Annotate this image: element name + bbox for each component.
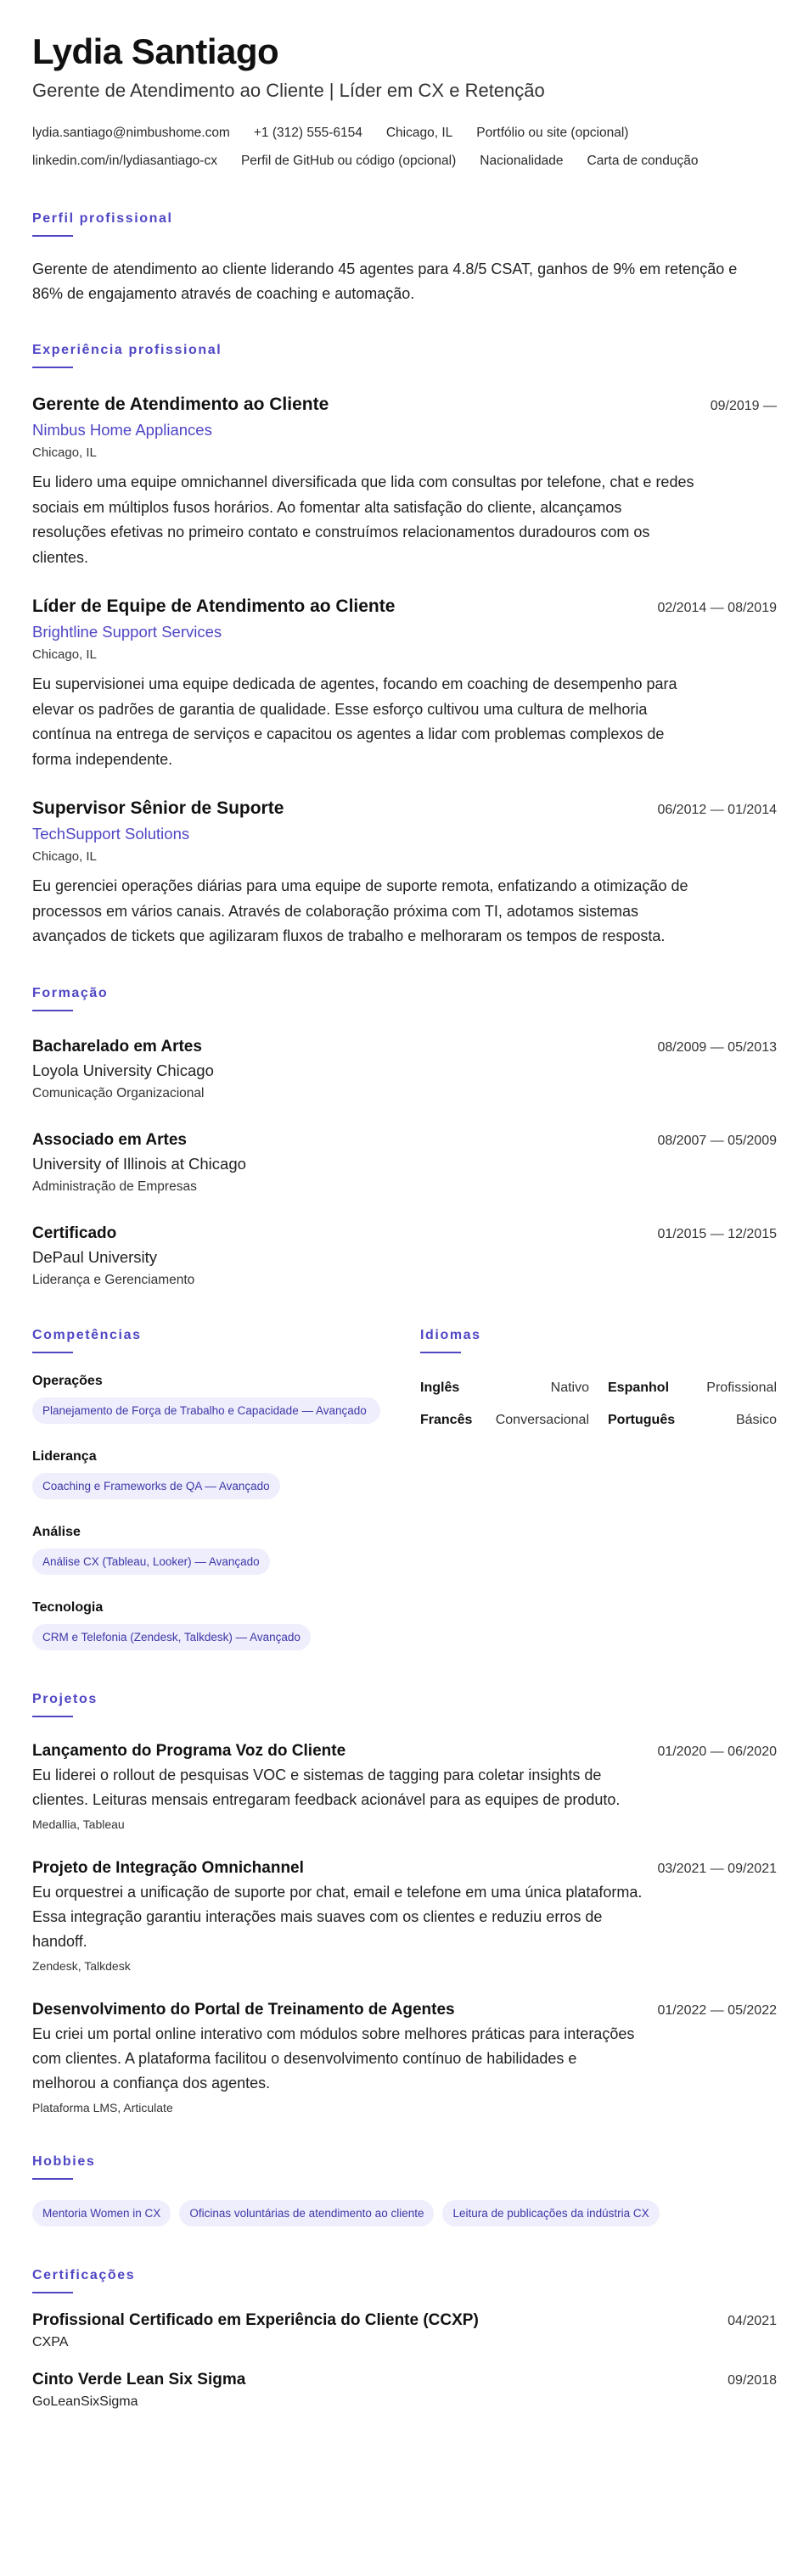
certification-name: Cinto Verde Lean Six Sigma: [32, 2370, 246, 2388]
job-location: Chicago, IL: [32, 647, 97, 662]
skill-chip: Análise CX (Tableau, Looker) — Avançado: [32, 1548, 270, 1575]
company-name: TechSupport Solutions: [32, 825, 190, 843]
education-item: [32, 1035, 777, 1105]
hobby-chip: Mentoria Women in CX: [32, 2200, 171, 2226]
skill-chip: CRM e Telefonia (Zendesk, Talkdesk) — Avançado: [32, 1624, 311, 1650]
job-dates: 02/2014 — 08/2019: [657, 601, 777, 615]
section-divider: [32, 2292, 73, 2293]
language-item: [420, 1404, 589, 1436]
experience-item: [32, 392, 777, 570]
contact-phone[interactable]: +1 (312) 555-6154: [253, 126, 362, 140]
job-dates: 06/2012 — 01/2014: [657, 803, 777, 817]
project-tools: Medallia, Tableau: [32, 1817, 125, 1831]
section-title: Perfil profissional: [32, 211, 173, 226]
language-list: [420, 1372, 777, 1436]
certification-date: 04/2021: [728, 2313, 777, 2328]
section-divider: [420, 1352, 461, 1353]
language-level: Básico: [735, 1412, 777, 1427]
candidate-name: Lydia Santiago: [32, 31, 279, 71]
hobby-chip: Leitura de publicações da indústria CX: [442, 2200, 659, 2226]
language-name: Francês: [420, 1412, 473, 1427]
language-name: Espanhol: [608, 1380, 670, 1395]
field-of-study: Liderança e Gerenciamento: [32, 1272, 195, 1287]
language-name: Português: [608, 1412, 676, 1427]
contact-email[interactable]: lydia.santiago@nimbushome.com: [32, 126, 230, 140]
section-divider: [32, 235, 73, 237]
language-item: [608, 1404, 777, 1436]
degree-name: Certificado: [32, 1224, 117, 1242]
project-item: [32, 1739, 777, 1834]
education-dates: 01/2015 — 12/2015: [657, 1226, 777, 1241]
project-item: [32, 1998, 777, 2118]
company-name: Brightline Support Services: [32, 623, 222, 641]
section-title: Experiência profissional: [32, 343, 222, 357]
section-title: Idiomas: [420, 1327, 481, 1342]
project-description: Eu orquestrei a unificação de suporte por chat, email e telefone em uma única plataforma. Essa integração garantiu interações mais suaves com os clientes e reduziu erros de handoff.: [32, 1883, 643, 1950]
resume-header: [32, 31, 777, 175]
education-dates: 08/2009 — 05/2013: [657, 1039, 777, 1055]
skill-group-name: Análise: [32, 1524, 81, 1539]
hobby-list: [32, 2200, 777, 2232]
language-item: [420, 1372, 589, 1404]
field-of-study: Comunicação Organizacional: [32, 1085, 205, 1100]
school-name: Loyola University Chicago: [32, 1061, 214, 1079]
experience-item: [32, 594, 777, 772]
summary-text: Gerente de atendimento ao cliente liderando 45 agentes para 4.8/5 CSAT, ganhos de 9% em retenção e 86% de engajamento através de coaching e automação.: [32, 260, 738, 302]
job-dates: 09/2019 —: [710, 399, 777, 413]
language-level: Conversacional: [495, 1412, 589, 1427]
projects-section: [32, 1691, 777, 2118]
skill-chip: Planejamento de Força de Trabalho e Capacidade — Avançado: [32, 1397, 380, 1424]
section-divider: [32, 1352, 73, 1353]
section-title: Competências: [32, 1327, 142, 1342]
degree-name: Bacharelado em Artes: [32, 1037, 202, 1056]
section-title: Formação: [32, 985, 109, 1000]
skills-section: [32, 1327, 389, 1655]
contact-driving-license: Carta de condução: [587, 154, 699, 168]
company-name: Nimbus Home Appliances: [32, 421, 212, 439]
language-level: Profissional: [706, 1380, 777, 1395]
job-description: Eu lidero uma equipe omnichannel diversificada que lida com consultas por telefone, chat e redes sociais em múltiplos fusos horários. Ao fomentar alta satisfação do cliente, alcançamos resoluções efetivas no primeiro contato e construímos relacionamentos duradouros com os clientes.: [32, 473, 694, 566]
skills-languages-row: [32, 1327, 777, 1655]
school-name: DePaul University: [32, 1247, 158, 1266]
certification-date: 09/2018: [728, 2372, 777, 2388]
job-title: Líder de Equipe de Atendimento ao Cliente: [32, 596, 396, 616]
project-name: Lançamento do Programa Voz do Cliente: [32, 1741, 346, 1760]
contact-location: Chicago, IL: [385, 126, 453, 140]
certifications-section: [32, 2267, 777, 2412]
job-title: Gerente de Atendimento ao Cliente: [32, 395, 329, 414]
summary-section: [32, 210, 777, 306]
language-item: [608, 1372, 777, 1404]
section-divider: [32, 2178, 73, 2180]
job-location: Chicago, IL: [32, 849, 97, 864]
section-title: Certificações: [32, 2267, 136, 2282]
certification-issuer: GoLeanSixSigma: [32, 2394, 138, 2409]
contact-nationality: Nacionalidade: [480, 154, 564, 168]
skill-group: [32, 1372, 389, 1429]
project-dates: 01/2020 — 06/2020: [657, 1744, 777, 1759]
experience-section: [32, 342, 777, 949]
job-description: Eu gerenciei operações diárias para uma equipe de suporte remota, enfatizando a otimização de processos em vários canais. Através de colaboração próxima com TI, adotamos sistemas avançados de tickets que agilizaram fluxos de trabalho e melhoraram os tempos de resposta.: [32, 877, 688, 944]
education-item: [32, 1128, 777, 1198]
section-divider: [32, 1716, 73, 1717]
certification-item: [32, 2309, 777, 2353]
section-divider: [32, 367, 73, 368]
candidate-headline: Gerente de Atendimento ao Cliente | Líder em CX e Retenção: [32, 80, 545, 101]
skill-group-name: Liderança: [32, 1448, 97, 1464]
job-location: Chicago, IL: [32, 445, 97, 460]
contact-list: [32, 119, 779, 175]
language-name: Inglês: [420, 1380, 460, 1395]
project-dates: 01/2022 — 05/2022: [657, 2002, 777, 2018]
project-tools: Zendesk, Talkdesk: [32, 1958, 131, 1973]
job-description: Eu supervisionei uma equipe dedicada de agentes, focando em coaching de desempenho para elevar os padrões de garantia de qualidade. Esse esforço cultivou uma cultura de melhoria contínua na entrega de serviços e capacitou os agentes a lidar com problemas complexos de forma independente.: [32, 675, 677, 768]
certification-name: Profissional Certificado em Experiência do Cliente (CCXP): [32, 2310, 479, 2329]
project-name: Desenvolvimento do Portal de Treinamento de Agentes: [32, 2000, 455, 2019]
education-section: [32, 985, 777, 1291]
skill-group-name: Tecnologia: [32, 1599, 104, 1615]
section-title: Hobbies: [32, 2153, 96, 2169]
contact-github[interactable]: Perfil de GitHub ou código (opcional): [240, 154, 457, 168]
section-title: Projetos: [32, 1691, 98, 1706]
experience-item: [32, 796, 777, 949]
section-divider: [32, 1010, 73, 1011]
skill-group: [32, 1599, 389, 1655]
hobby-chip: Oficinas voluntárias de atendimento ao cliente: [179, 2200, 434, 2226]
project-name: Projeto de Integração Omnichannel: [32, 1858, 304, 1877]
project-description: Eu liderei o rollout de pesquisas VOC e sistemas de tagging para coletar insights de clientes. Leituras mensais entregaram feedback acionável para as equipes de produto.: [32, 1766, 621, 1808]
language-level: Nativo: [550, 1380, 589, 1395]
education-item: [32, 1222, 777, 1291]
languages-section: [420, 1327, 777, 1655]
field-of-study: Administração de Empresas: [32, 1179, 197, 1194]
contact-linkedin[interactable]: linkedin.com/in/lydiasantiago-cx: [32, 154, 217, 168]
job-title: Supervisor Sênior de Suporte: [32, 798, 284, 818]
education-dates: 08/2007 — 05/2009: [657, 1133, 777, 1148]
project-description: Eu criei um portal online interativo com módulos sobre melhores práticas para interações com clientes. A plataforma facilitou o desenvolvimento contínuo de habilidades e melhorou a confiança dos agentes.: [32, 2024, 635, 2092]
project-dates: 03/2021 — 09/2021: [657, 1861, 777, 1876]
skill-group: [32, 1448, 389, 1504]
skill-chip: Coaching e Frameworks de QA — Avançado: [32, 1473, 280, 1499]
school-name: University of Illinois at Chicago: [32, 1154, 246, 1173]
hobbies-section: [32, 2153, 777, 2232]
project-item: [32, 1856, 777, 1976]
skill-group: [32, 1523, 389, 1580]
certification-item: [32, 2368, 777, 2412]
skill-group-name: Operações: [32, 1373, 103, 1388]
certification-issuer: CXPA: [32, 2334, 69, 2349]
contact-portfolio[interactable]: Portfólio ou site (opcional): [476, 126, 629, 140]
degree-name: Associado em Artes: [32, 1130, 187, 1149]
project-tools: Plataforma LMS, Articulate: [32, 2100, 173, 2114]
